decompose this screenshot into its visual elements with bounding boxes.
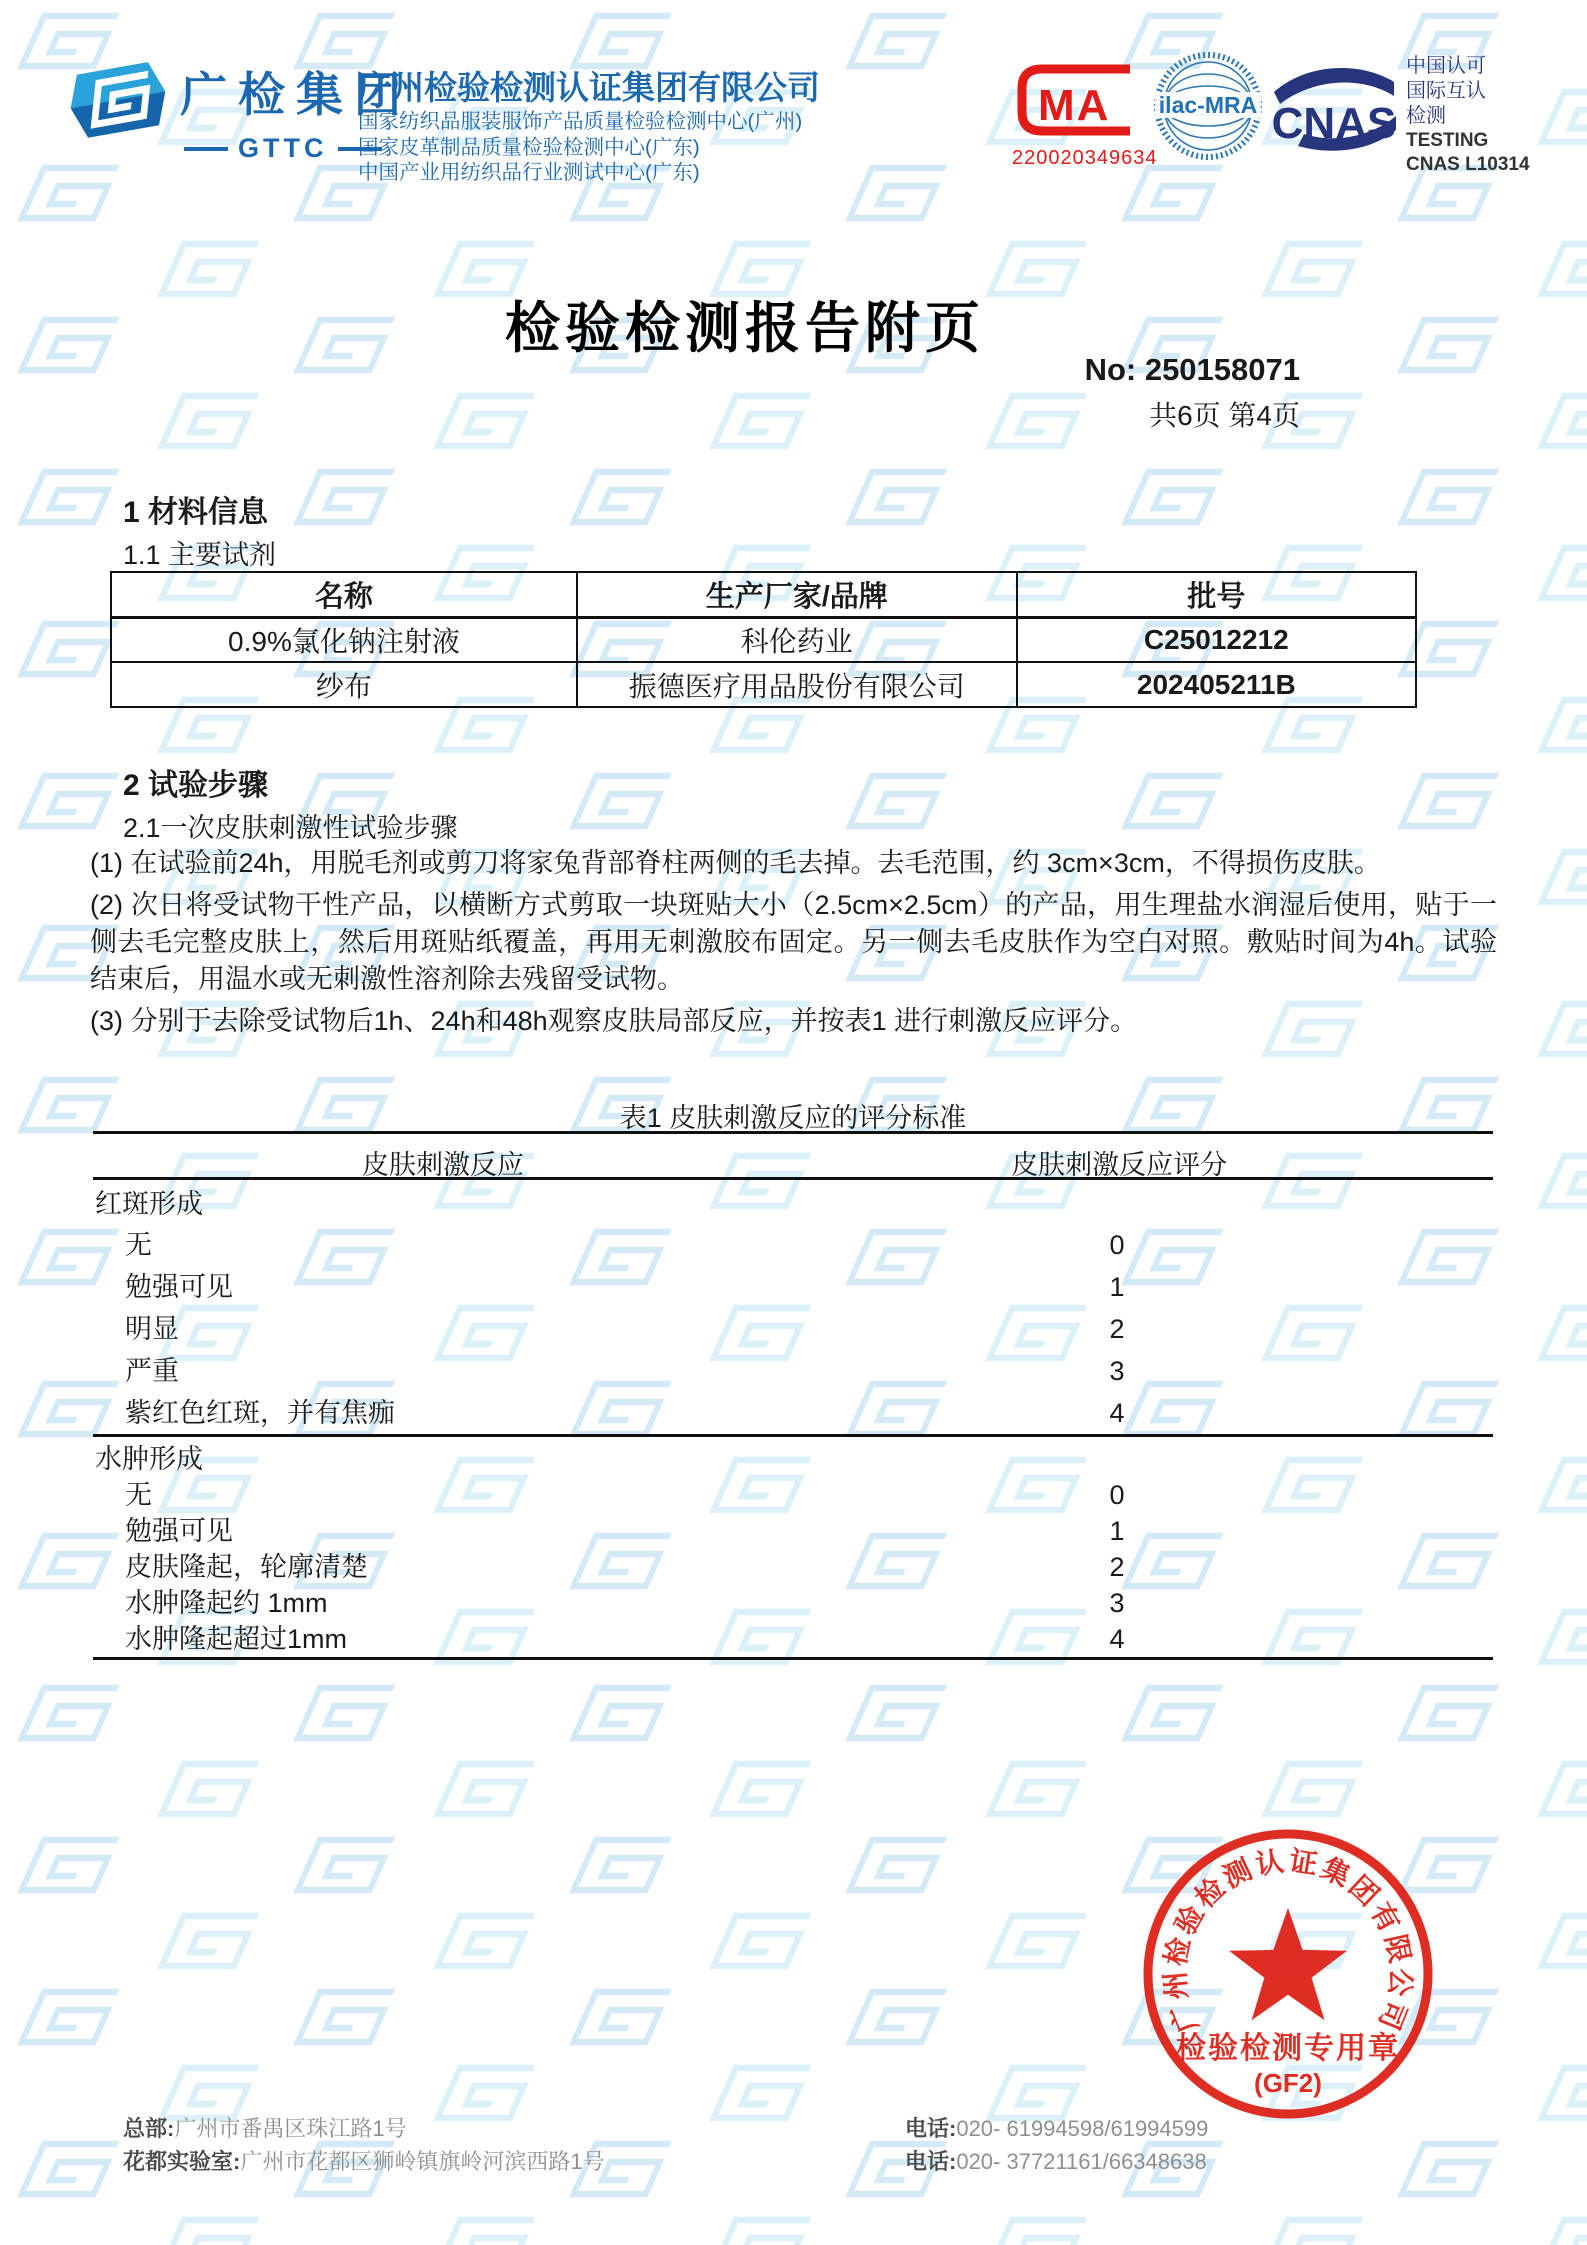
- score-group-header: 水肿形成: [95, 1444, 203, 1474]
- cnas-icon: [1268, 58, 1400, 154]
- footer-label: 电话:: [905, 2116, 957, 2141]
- cnas-text-line: 国际互认: [1406, 80, 1486, 102]
- reagent-batch: C25012212: [1017, 617, 1416, 662]
- reagent-batch: 202405211B: [1017, 662, 1416, 707]
- reagent-manufacturer: 振德医疗用品股份有限公司: [577, 662, 1017, 707]
- score-value: 2: [1109, 1552, 1125, 1582]
- brand-abbr: GTTC: [238, 133, 328, 163]
- score-row: [93, 1350, 1493, 1392]
- score-row: [93, 1392, 1493, 1434]
- company-subtitle: 中国产业用纺织品行业测试中心(广东): [358, 161, 700, 184]
- score-label: 水肿隆起超过1mm: [125, 1624, 347, 1654]
- reagent-manufacturer: 科伦药业: [577, 617, 1017, 662]
- reagents-table: [110, 571, 1417, 708]
- score-table-header: [93, 1134, 1493, 1180]
- score-label: 严重: [125, 1356, 179, 1386]
- materials-subheading: 1.1 主要试剂: [123, 540, 277, 570]
- score-table: [93, 1131, 1493, 1660]
- cma-number: 220020349634: [1012, 147, 1158, 169]
- procedure-heading: 2 试验步骤: [123, 769, 269, 802]
- score-label: 水肿隆起约 1mm: [125, 1588, 328, 1618]
- reagent-row: [111, 617, 1416, 662]
- svg-text:ilac-MRA: ilac-MRA: [1158, 92, 1258, 118]
- cnas-text-bold: CNAS L10314: [1406, 154, 1530, 175]
- score-label: 皮肤隆起，轮廓清楚: [125, 1552, 368, 1582]
- score-row: [93, 1585, 1493, 1621]
- score-value: 3: [1109, 1588, 1125, 1618]
- header-cell-name: 名称: [111, 572, 577, 617]
- procedure-subheading: 2.1一次皮肤刺激性试验步骤: [123, 813, 458, 843]
- ilac-mra-icon: [1152, 50, 1264, 162]
- footer-address-lab: [123, 2145, 605, 2178]
- score-col2-header: 皮肤刺激反应评分: [1011, 1150, 1228, 1180]
- footer-phone-2: [905, 2145, 1208, 2178]
- score-group-edema: [93, 1437, 1493, 1657]
- score-row: [93, 1513, 1493, 1549]
- score-value: 0: [1109, 1230, 1125, 1260]
- score-table-caption: 表1 皮肤刺激反应的评分标准: [619, 1103, 967, 1133]
- company-subtitle: 国家纺织品服装服饰产品质量检验检测中心(广州): [358, 110, 803, 133]
- cnas-text-bold: TESTING: [1406, 130, 1489, 151]
- footer-phone-1: [905, 2112, 1208, 2145]
- score-value: 2: [1109, 1314, 1125, 1344]
- score-label: 无: [125, 1230, 152, 1260]
- report-number: No: 250158071: [1084, 352, 1300, 387]
- brand-dash-left: [184, 147, 228, 151]
- reagent-name: 纱布: [111, 662, 577, 707]
- footer-value: 020- 61994598/61994599: [956, 2116, 1209, 2141]
- cnas-accreditation-text: [1406, 54, 1530, 177]
- reagent-row: [111, 662, 1416, 707]
- score-value: 1: [1109, 1272, 1125, 1302]
- stamp-ring-text: 广州检验检测认证集团有限公司: [1159, 1845, 1417, 2037]
- score-row: [93, 1266, 1493, 1308]
- score-label: 勉强可见: [125, 1272, 233, 1302]
- footer-label: 电话:: [905, 2149, 957, 2174]
- footer-value: 020- 37721161/66348638: [956, 2149, 1207, 2174]
- cma-mark: [1012, 60, 1158, 170]
- score-row: [93, 1224, 1493, 1266]
- reagent-name: 0.9%氯化钠注射液: [111, 617, 577, 662]
- score-value: 4: [1109, 1398, 1125, 1428]
- procedure-steps: [90, 845, 1497, 1045]
- header-cell-manufacturer: 生产厂家/品牌: [577, 572, 1017, 617]
- score-group-erythema: [93, 1180, 1493, 1434]
- svg-text:CNAS: CNAS: [1271, 99, 1397, 148]
- score-row: [93, 1308, 1493, 1350]
- score-label: 勉强可见: [125, 1516, 233, 1546]
- materials-heading: 1 材料信息: [123, 496, 269, 529]
- company-stamp: [1136, 1822, 1440, 2126]
- stamp-star-icon: [1229, 1908, 1347, 2020]
- score-row: [93, 1477, 1493, 1513]
- company-name: 广州检验检测认证集团有限公司: [358, 69, 820, 106]
- stamp-code: (GF2): [1254, 2068, 1322, 2098]
- score-value: 4: [1109, 1624, 1125, 1654]
- cma-mark-icon: [1012, 60, 1140, 140]
- score-row: [93, 1621, 1493, 1657]
- score-label: 紫红色红斑，并有焦痂: [125, 1398, 395, 1428]
- page-indicator: 共6页 第4页: [1149, 400, 1300, 431]
- footer-address-hq: [123, 2112, 605, 2145]
- score-label: 明显: [125, 1314, 179, 1344]
- footer-addresses: [123, 2112, 605, 2178]
- company-block: [358, 62, 820, 186]
- footer-label: 总部:: [123, 2116, 175, 2141]
- cnas-text-line: 中国认可: [1406, 55, 1486, 77]
- footer-label: 花都实验室:: [123, 2149, 241, 2174]
- step-paragraph: (3) 分别于去除受试物后1h、24h和48h观察皮肤局部反应，并按表1 进行刺激反应评分。: [90, 1006, 1138, 1036]
- score-label: 无: [125, 1480, 152, 1510]
- score-value: 1: [1109, 1516, 1125, 1546]
- score-value: 0: [1109, 1480, 1125, 1510]
- footer-value: 广州市花都区狮岭镇旗岭河滨西路1号: [240, 2149, 605, 2174]
- score-col1-header: 皮肤刺激反应: [362, 1150, 524, 1180]
- company-subtitle: 国家皮革制品质量检验检测中心(广东): [358, 135, 700, 159]
- page-title: 检验检测报告附页: [504, 298, 985, 359]
- step-paragraph: (1) 在试验前24h，用脱毛剂或剪刀将家兔背部脊柱两侧的毛去掉。去毛范围，约 3cm×3cm，不得损伤皮肤。: [90, 848, 1381, 878]
- cnas-text-line: 检测: [1406, 105, 1446, 127]
- footer-phones: [905, 2112, 1208, 2178]
- score-row: [93, 1549, 1493, 1585]
- footer-value: 广州市番禺区珠江路1号: [174, 2116, 407, 2141]
- report-number-block: [1085, 352, 1300, 434]
- gttc-logo-icon: [66, 52, 170, 148]
- brand-name: 广检集团: [180, 68, 412, 121]
- header-cell-batch: 批号: [1017, 572, 1416, 617]
- score-group-header: 红斑形成: [95, 1189, 203, 1219]
- score-value: 3: [1109, 1356, 1125, 1386]
- stamp-title: 检验检测专用章: [1176, 2032, 1400, 2065]
- svg-text:MA: MA: [1038, 81, 1111, 130]
- reagents-header-row: [111, 572, 1416, 617]
- step-paragraph: (2) 次日将受试物干性产品，以横断方式剪取一块斑贴大小（2.5cm×2.5cm）的产品，用生理盐水润湿后使用，贴于一侧去毛完整皮肤上，然后用斑贴纸覆盖，再用无刺激胶布固定。另一侧去毛皮肤作为空白对照。敷贴时间为4h。试验结束后，用温水或无刺激性溶剂除去残留受试物。: [90, 890, 1497, 994]
